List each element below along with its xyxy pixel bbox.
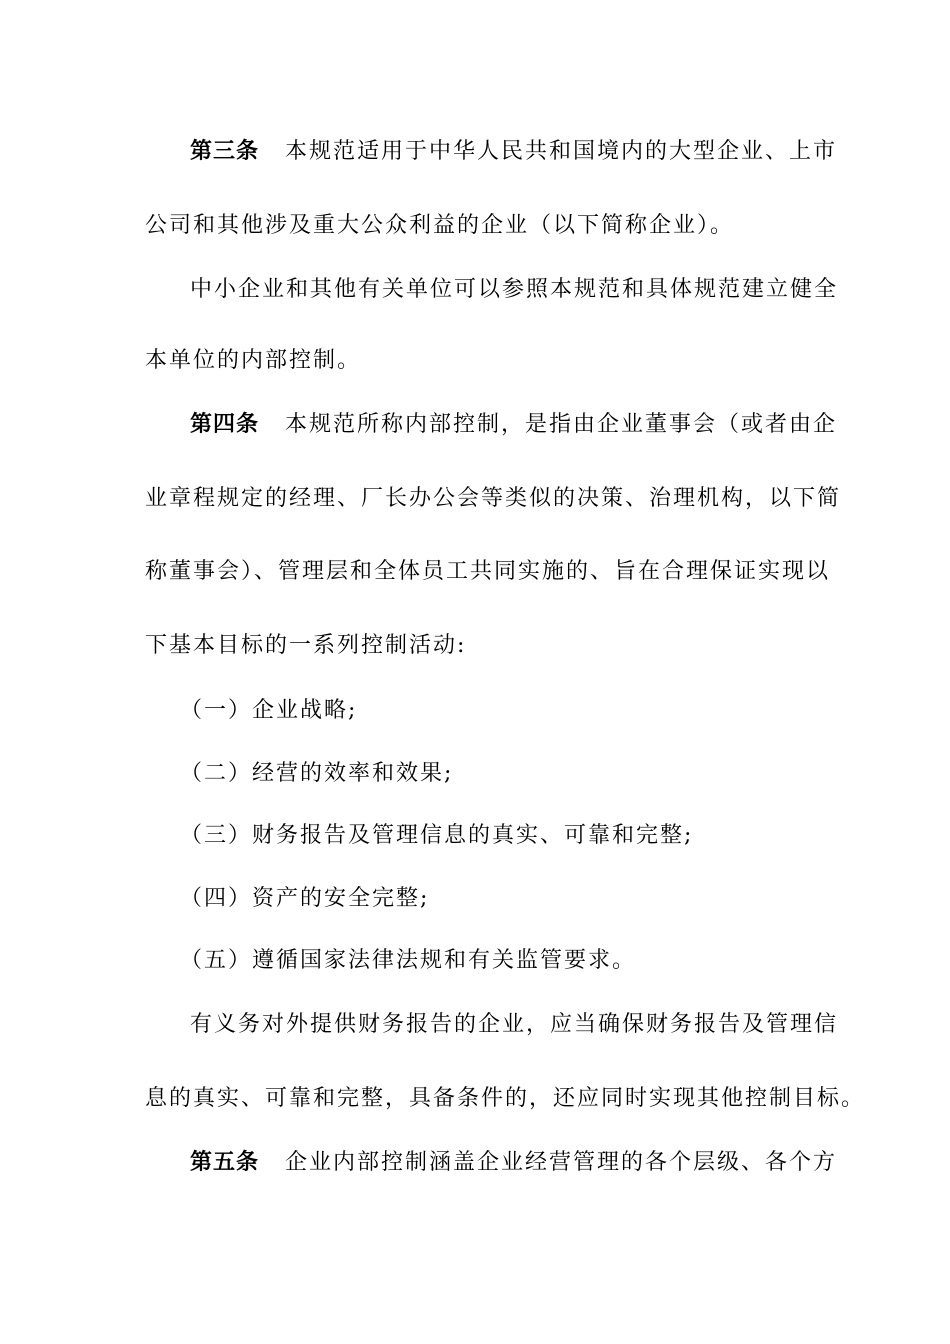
article4-line1 <box>190 407 837 443</box>
article3-line1 <box>190 134 837 170</box>
objective-item: （五）遵循国家法律法规和有关监管要求。 <box>180 948 637 973</box>
article4-text-1: 本规范所称内部控制，是指由企业董事会（或者由企 <box>285 412 838 437</box>
objective-item: （二）经营的效率和效果; <box>180 761 454 786</box>
reporting-paragraph-line2: 息的真实、可靠和完整，具备条件的，还应同时实现其他控制目标。 <box>145 1086 866 1111</box>
article5-text-1: 企业内部控制涵盖企业经营管理的各个层级、各个方 <box>285 1150 838 1175</box>
objective-item: （一）企业战略; <box>180 698 358 723</box>
reporting-paragraph-line1: 有义务对外提供财务报告的企业，应当确保财务报告及管理信 <box>190 1012 839 1037</box>
objective-item: （三）财务报告及管理信息的真实、可靠和完整; <box>180 823 694 848</box>
article4-heading: 第四条 <box>190 412 260 437</box>
article3-text-1: 本规范适用于中华人民共和国境内的大型企业、上市 <box>285 139 838 164</box>
article3-heading: 第三条 <box>190 139 260 164</box>
sme-paragraph-line1: 中小企业和其他有关单位可以参照本规范和具体规范建立健全 <box>190 277 839 302</box>
article4-line3: 称董事会）、管理层和全体员工共同实施的、旨在合理保证实现以 <box>145 559 831 584</box>
article3-line2: 公司和其他涉及重大公众利益的企业（以下简称企业）。 <box>145 213 735 238</box>
article4-line2: 业章程规定的经理、厂长办公会等类似的决策、治理机构，以下简 <box>145 486 842 511</box>
sme-paragraph-line2: 本单位的内部控制。 <box>145 348 362 373</box>
article5-heading: 第五条 <box>190 1150 260 1175</box>
objective-item: （四）资产的安全完整; <box>180 886 430 911</box>
article5-line1 <box>190 1145 837 1181</box>
article4-line4: 下基本目标的一系列控制活动: <box>145 633 467 658</box>
